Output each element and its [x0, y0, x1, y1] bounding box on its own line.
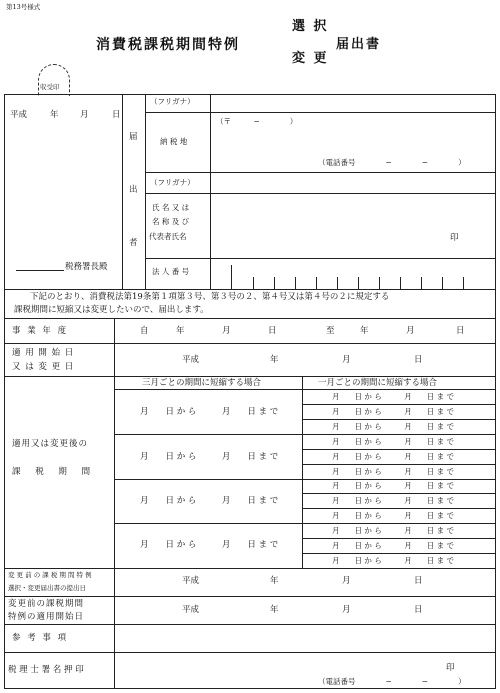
- address-phone-field[interactable]: （電話番号 − − ）: [318, 158, 466, 167]
- business-year-label: 事 業 年 度: [12, 326, 69, 336]
- applicant-seal: 印: [450, 233, 459, 243]
- prev-start-year: 年: [270, 605, 279, 615]
- accountant-label: 税 理 士 署 名 押 印: [8, 665, 84, 675]
- tax-office-name-line[interactable]: [16, 270, 64, 271]
- tax-office-label: 税務署長殿: [65, 262, 108, 272]
- three-month-range-1[interactable]: 月 日 か ら 月 日 ま で: [140, 407, 279, 417]
- corp-number-field[interactable]: [211, 259, 495, 289]
- one-month-range-1[interactable]: 月 日 か ら 月 日 ま で: [332, 392, 455, 401]
- period-label-1: 適用又は変更後の: [12, 439, 89, 449]
- one-month-range-7[interactable]: 月 日 か ら 月 日 ま で: [332, 481, 455, 490]
- by-to-day: 日: [456, 326, 465, 336]
- accountant-seal: 印: [446, 663, 455, 673]
- prev-submit-era: 平成: [182, 576, 200, 586]
- furigana-label-address: （フリガナ）: [150, 97, 195, 106]
- applicant-char-2: 出: [129, 185, 138, 195]
- by-from-day: 日: [268, 326, 277, 336]
- start-date-label-1: 適 用 開 始 日: [12, 348, 75, 358]
- prev-submit-label-2: 選択・変更届出書の提出日: [8, 584, 86, 592]
- three-month-header: 三月ごとの期間に短縮する場合: [142, 378, 262, 388]
- by-from-month: 月: [222, 326, 231, 336]
- one-month-range-10[interactable]: 月 日 か ら 月 日 ま で: [332, 526, 455, 535]
- form-title-suffix: 届出書: [336, 37, 382, 52]
- by-from: 自: [140, 326, 149, 336]
- notes-field[interactable]: [115, 625, 495, 651]
- start-date-day: 日: [414, 355, 423, 365]
- postal-code-field[interactable]: （〒 − ）: [216, 117, 298, 126]
- form-number: 第13号様式: [6, 3, 41, 11]
- one-month-range-2[interactable]: 月 日 か ら 月 日 ま で: [332, 407, 455, 416]
- corp-number-label: 法 人 番 号: [152, 267, 190, 276]
- one-month-range-4[interactable]: 月 日 か ら 月 日 ま で: [332, 437, 455, 446]
- date-year: 年: [50, 110, 59, 120]
- form-title: 消費税課税期間特例: [96, 37, 240, 53]
- option-change: 変 更: [292, 51, 329, 66]
- prev-start-era: 平成: [182, 605, 200, 615]
- start-date-year: 年: [270, 355, 279, 365]
- applicant-char-1: 届: [129, 132, 138, 142]
- furigana-label-name: （フリガナ）: [150, 178, 195, 187]
- date-era: 平成: [10, 110, 28, 120]
- one-month-range-9[interactable]: 月 日 か ら 月 日 ま で: [332, 511, 455, 520]
- name-label-2: 名 称 及 び: [152, 217, 190, 226]
- notes-label: 参 考 事 項: [12, 633, 69, 643]
- prev-submit-day: 日: [414, 576, 423, 586]
- three-month-range-3[interactable]: 月 日 か ら 月 日 ま で: [140, 496, 279, 506]
- period-label-2: 課 税 期 間: [12, 467, 97, 477]
- name-label-3: 代表者氏名: [149, 232, 187, 241]
- name-label-1: 氏 名 又 は: [152, 203, 190, 212]
- one-month-range-8[interactable]: 月 日 か ら 月 日 ま で: [332, 496, 455, 505]
- stamp-label: 収受印: [40, 83, 60, 91]
- prev-submit-month: 月: [342, 576, 351, 586]
- furigana-name-field[interactable]: [211, 173, 495, 192]
- prev-start-label-1: 変更前の課税期間: [8, 599, 85, 609]
- one-month-range-11[interactable]: 月 日 か ら 月 日 ま で: [332, 541, 455, 550]
- one-month-range-12[interactable]: 月 日 か ら 月 日 ま で: [332, 556, 455, 565]
- one-month-range-6[interactable]: 月 日 か ら 月 日 ま で: [332, 467, 455, 476]
- stamp-placeholder: [38, 64, 70, 96]
- three-month-range-4[interactable]: 月 日 か ら 月 日 ま で: [140, 540, 279, 550]
- start-date-era: 平成: [182, 355, 200, 365]
- by-from-year: 年: [176, 326, 185, 336]
- by-to: 至: [326, 326, 335, 336]
- intro-line-2: 課税期間に短縮又は変更したいので、届出します。: [14, 305, 209, 315]
- start-date-month: 月: [342, 355, 351, 365]
- one-month-header: 一月ごとの期間に短縮する場合: [318, 378, 438, 388]
- applicant-char-3: 者: [129, 238, 138, 248]
- prev-start-day: 日: [414, 605, 423, 615]
- option-select: 選 択: [292, 19, 329, 34]
- date-day: 日: [112, 110, 121, 120]
- accountant-phone-field[interactable]: （電話番号 − − ）: [318, 677, 466, 686]
- address-label: 納 税 地: [160, 137, 188, 146]
- prev-submit-year: 年: [270, 576, 279, 586]
- by-to-month: 月: [406, 326, 415, 336]
- prev-start-label-2: 特例の適用開始日: [8, 612, 85, 622]
- one-month-range-5[interactable]: 月 日 か ら 月 日 ま で: [332, 452, 455, 461]
- one-month-range-3[interactable]: 月 日 か ら 月 日 ま で: [332, 422, 455, 431]
- furigana-address-field[interactable]: [211, 95, 495, 111]
- start-date-label-2: 又 は 変 更 日: [12, 362, 75, 372]
- by-to-year: 年: [360, 326, 369, 336]
- intro-line-1: 下記のとおり、消費税法第19条第１項第３号、第３号の２、第４号又は第４号の２に規定する: [30, 292, 390, 302]
- prev-start-month: 月: [342, 605, 351, 615]
- prev-submit-label-1: 変 更 前 の 課 税 期 間 特 例: [8, 571, 92, 579]
- date-month: 月: [80, 110, 89, 120]
- three-month-range-2[interactable]: 月 日 か ら 月 日 ま で: [140, 452, 279, 462]
